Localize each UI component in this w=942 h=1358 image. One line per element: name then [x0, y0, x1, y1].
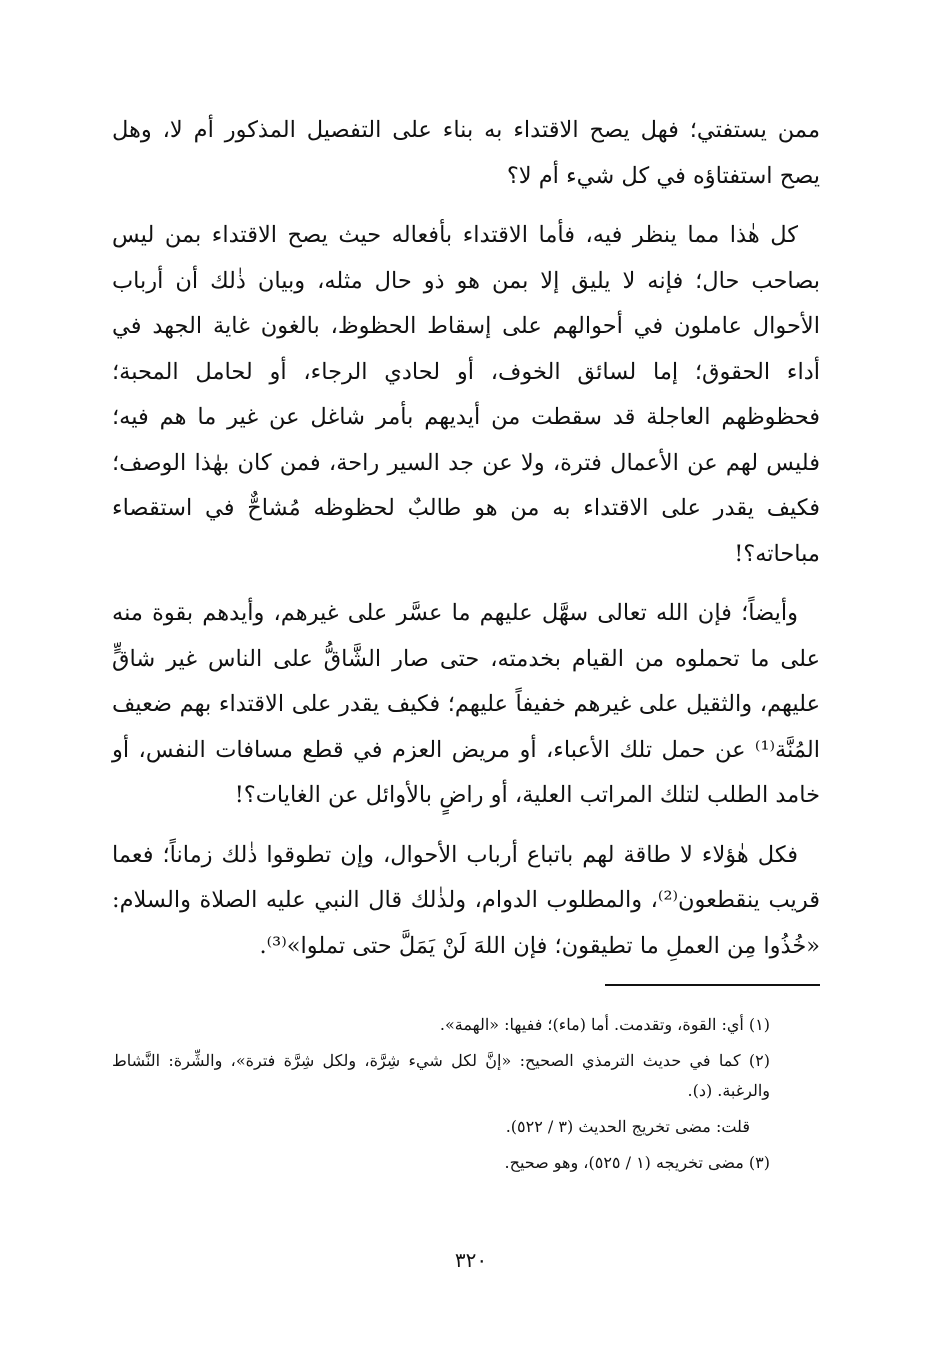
- main-text: [112, 108, 820, 983]
- footnote-2: (٢) كما في حديث الترمذي الصحيح: «إنَّ لكل شيء شِرَّة، ولكل شِرَّة فترة»، والشِّرة: النَّشاط والرغبة. (د).: [112, 1051, 770, 1100]
- footnotes: [112, 1010, 820, 1184]
- paragraph-4: فكل هٰؤلاء لا طاقة لهم باتباع أرباب الأحوال، وإن تطوقوا ذٰلك زماناً؛ فعما قريب ينقطعون⁽²⁾، والمطلوب الدوام، ولذٰلك قال النبي عليه الصلاة والسلام: «خُذُوا مِن العملِ ما تطيقون؛ فإن اللهَ لَنْ يَمَلَّ حتى تملوا»⁽³⁾.: [112, 841, 820, 959]
- page-number: ٣٢٠: [454, 1248, 488, 1272]
- paragraph-2: كل هٰذا مما ينظر فيه، فأما الاقتداء بأفعاله حيث يصح الاقتداء بمن ليس بصاحب حال؛ فإنه لا يليق إلا بمن هو ذو حال مثله، وبيان ذٰلك أن أرباب الأحوال عاملون في أحوالهم على إسقاط الحظوظ، بالغون غاية الجهد في أداء الحقوق؛ إما لسائق الخوف، أو لحادي الرجاء، أو لحامل المحبة؛ فحظوظهم العاجلة قد سقطت من أيديهم بأمر شاغل عن غير ما هم فيه؛ فليس لهم عن الأعمال فترة، ولا عن جد السير راحة، فمن كان بهٰذا الوصف؛ فكيف يقدر على الاقتداء به من هو طالبٌ لحظوظه مُشاحٌّ في استقصاء مباحاته؟!: [112, 222, 820, 567]
- footnote-separator: [605, 984, 820, 986]
- paragraph-3: وأيضاً؛ فإن الله تعالى سهَّل عليهم ما عسَّر على غيرهم، وأيدهم بقوة منه على ما تحملوه من القيام بخدمته، حتى صار الشَّاقُّ على الناس غير شاقٍّ عليهم، والثقيل على غيرهم خفيفاً عليهم؛ فكيف يقدر على الاقتداء بهم ضعيف المُنَّة⁽¹⁾ عن حمل تلك الأعباء، أو مريض العزم في قطع مسافات النفس، أو خامد الطلب لتلك المراتب العلية، أو راضٍ بالأوائل عن الغايات؟!: [112, 600, 820, 808]
- footnote-3: (٣) مضى تخريجه (١ / ٥٢٥)، وهو صحيح.: [504, 1153, 770, 1172]
- footnote-1: (١) أي: القوة، وتقدمت. أما (ماء)؛ ففيها: «الهمة».: [439, 1015, 770, 1034]
- paragraph-1: ممن يستفتي؛ فهل يصح الاقتداء به بناء على التفصيل المذكور أم لا، وهل يصح استفتاؤه في كل شيء أم لا؟: [112, 117, 820, 189]
- footnote-2-note: قلت: مضى تخريج الحديث (٣ / ٥٢٢).: [505, 1117, 750, 1136]
